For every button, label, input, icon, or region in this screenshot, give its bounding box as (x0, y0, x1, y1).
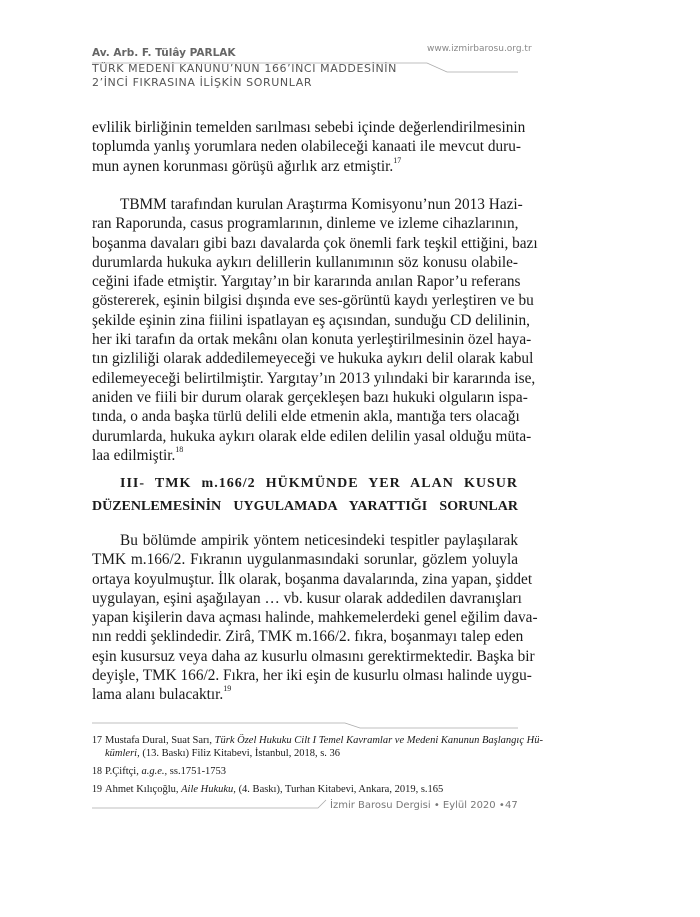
footnote-text: ss.1751-1753 (167, 766, 227, 777)
footnote-text: (13. Baskı) Filiz Kitabevi, İstanbul, 2018, s. 36 (139, 748, 341, 759)
paragraph-3 (92, 531, 538, 705)
footnote-number: 18 (92, 766, 102, 777)
text-line: ceğini ifade etmiştir. Yargıtay’ın bir kararında anılan Rapor’u referans (92, 273, 521, 291)
text-line: ortaya koyulmuştur. İlk olarak, boşanma davalarında, zina yapan, şiddet (92, 570, 533, 588)
footnote-title: kümleri, (105, 748, 140, 759)
author-name: Av. Arb. F. Tülây PARLAK (92, 47, 236, 59)
footnote-title: Aile Hukuku, (181, 784, 236, 795)
footnote-title: a.g.e., (141, 766, 168, 777)
text-line-content: laa edilmiştir. (92, 446, 176, 464)
text-line: aniden ve fiili bir durum olarak gerçekleşen bazı hukuki olguların ispa- (92, 388, 528, 406)
page-number: 47 (505, 800, 518, 811)
footnote-text: (4. Baskı), Turhan Kitabevi, Ankara, 2019, s.165 (235, 784, 444, 795)
text-line: Bu bölümde ampirik yöntem neticesindeki tespitler paylaşılarak (120, 532, 518, 549)
footer-rule (92, 800, 326, 808)
footnote-number: 17 (92, 735, 102, 746)
text-line: boşanma davaları gibi bazı davalarda çok önemli fark teşkil ettiğini, bazı (92, 234, 538, 252)
footnote-ref[interactable]: 19 (223, 684, 232, 694)
text-line (92, 157, 518, 176)
text-line: uygulayan, eşini aşağılayan … vb. kusur olarak addedilen davranışları (92, 589, 522, 607)
journal-footer: İzmir Barosu Dergisi • Eylül 2020 • (330, 800, 505, 811)
section-heading (92, 472, 518, 518)
text-line: tında, o anda başka türlü delili elde etmenin akla, mantığa ters olacağı (92, 408, 520, 426)
text-line-content: lama alanı bulacaktır. (92, 686, 224, 704)
text-line: göstererek, eşinin bilgisi dışında eve ses-görüntü kaydı yerleştiren ve bu (92, 292, 534, 310)
footnote-17 (92, 734, 543, 760)
text-line: şekilde eşinin zina fiilini ispatlayan eş açısından, sunduğu CD delilinin, (92, 311, 531, 329)
text-line: eşin kusursuz veya daha az kusurlu olmasını gerektirmektedir. Başka bir (92, 647, 535, 665)
footnote-text: Mustafa Dural, Suat Sarı, (105, 735, 215, 746)
heading-line: DÜZENLEMESİNİN UYGULAMADA YARATTIĞI SORUNLAR (92, 499, 518, 514)
paragraph-2 (92, 195, 538, 465)
footnote-text: Ahmet Kılıçoğlu, (105, 784, 182, 795)
text-line: durumlarda, hukuka aykırı olarak elde edilen delilin yasal olduğu müta- (92, 427, 532, 445)
text-line (92, 446, 518, 465)
text-line-content: mun aynen korunması görüşü ağırlık arz etmiştir. (92, 157, 394, 175)
footnote-18 (92, 765, 518, 778)
text-line: TBMM tarafından kurulan Araştırma Komisyonu’nun 2013 Hazi- (120, 196, 523, 213)
footnote-19 (92, 783, 518, 796)
footnote-text: P.Çiftçi, (105, 766, 142, 777)
footnote-title: Türk Özel Hukuku Cilt I Temel Kavramlar ve Medeni Kanunun Başlangıç Hü- (214, 735, 543, 746)
text-line: durumlarda hukuka aykırı delillerin kullanımının söz konusu olabile- (92, 253, 518, 271)
website-url: www.izmirbarosu.org.tr (427, 44, 532, 54)
running-title-line-2: 2’İNCİ FIKRASINA İLİŞKİN SORUNLAR (92, 76, 313, 89)
text-line: deyişle, TMK 166/2. Fıkra, her iki eşin de kusurlu olması halinde uygu- (92, 667, 532, 685)
text-line: evlilik birliğinin temelden sarılması sebebi içinde değerlendirilmesinin (92, 119, 526, 136)
text-line: ran Raporunda, casus programlarının, dinleme ve izleme cihazlarının, (92, 215, 519, 233)
header-rule (92, 63, 518, 72)
text-line: yapan kişilerin dava açması halinde, mahkemelerdeki genel eğilim dava- (92, 609, 538, 627)
footnote-ref[interactable]: 18 (175, 444, 184, 454)
text-line: nın reddi şeklindedir. Zirâ, TMK m.166/2. fıkra, boşanmayı talep eden (92, 628, 524, 646)
footnote-number: 19 (92, 784, 102, 795)
footnote-ref[interactable]: 17 (393, 155, 402, 165)
text-line: toplumda yanlış yorumlara neden olabileceği kanaati ile mevcut duru- (92, 138, 522, 156)
heading-line: III- TMK m.166/2 HÜKMÜNDE YER ALAN KUSUR (120, 476, 518, 491)
text-line: tın gizliliği olarak addedilemeyeceği ve hukuka aykırı delil olarak kabul (92, 350, 534, 368)
text-line: TMK m.166/2. Fıkranın uygulanmasındaki sorunlar, gözlem yoluyla (92, 551, 518, 569)
text-line (92, 685, 518, 704)
running-title-line-1: TÜRK MEDENİ KANUNU’NUN 166’INCI MADDESİNİN (92, 62, 397, 75)
text-line: edilemeyeceği belirtilmiştir. Yargıtay’ın 2013 yılındaki bir kararında ise, (92, 369, 536, 387)
text-line: her iki tarafın da ortak mekânı olan konuta yerleştirilmesinin özel haya- (92, 331, 532, 349)
paragraph-1 (92, 118, 526, 176)
footnote-rule (92, 723, 518, 728)
